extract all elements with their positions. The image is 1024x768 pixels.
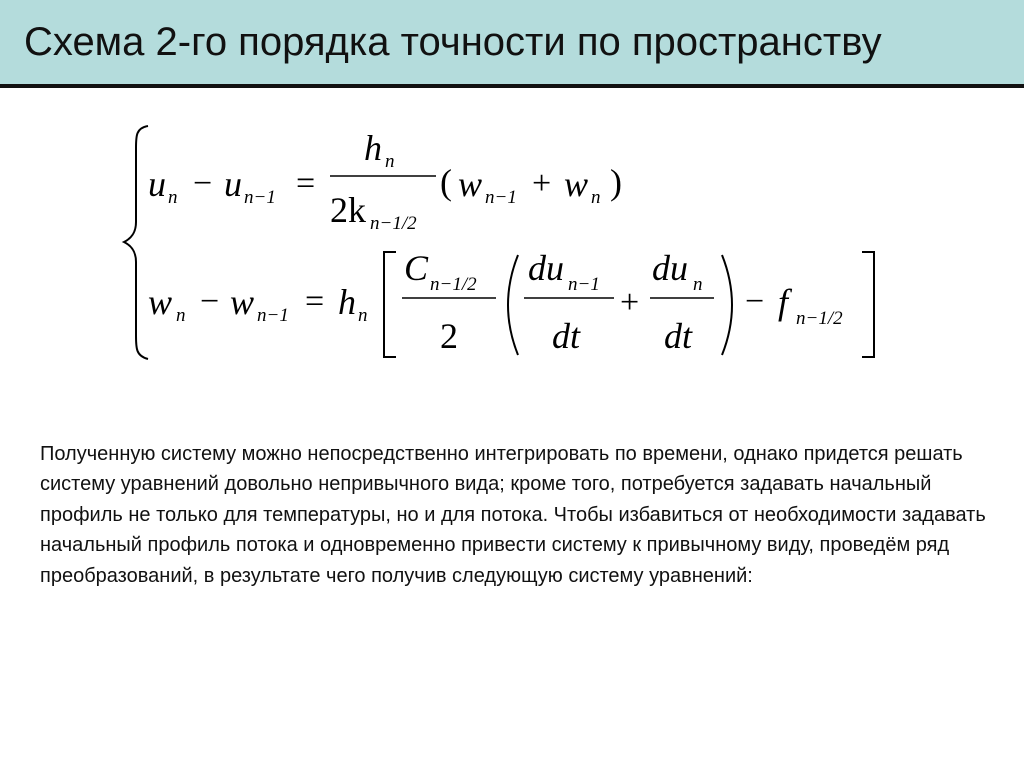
eq2-minus: − bbox=[200, 283, 220, 320]
equation-1 bbox=[148, 128, 622, 234]
eq2-left-paren bbox=[508, 255, 518, 355]
eq1-w-sub-n: n bbox=[591, 187, 601, 208]
curly-brace bbox=[124, 126, 148, 359]
eq2-two: 2 bbox=[440, 316, 458, 356]
eq2-w-1: w bbox=[148, 282, 173, 322]
eq1-w-sub-n-minus-1: n−1 bbox=[485, 187, 517, 208]
eq2-plus: + bbox=[620, 284, 640, 321]
eq1-minus: − bbox=[193, 165, 213, 202]
eq2-f: f bbox=[778, 282, 789, 322]
eq2-C: C bbox=[404, 248, 429, 288]
eq2-right-bracket bbox=[862, 252, 874, 357]
eq2-h: h bbox=[338, 282, 356, 322]
eq1-w-2: w bbox=[564, 164, 589, 204]
eq2-dt-2: dt bbox=[664, 316, 693, 356]
eq1-plus: + bbox=[532, 165, 552, 202]
eq2-f-sub: n−1/2 bbox=[796, 308, 843, 329]
eq1-w-1: w bbox=[458, 164, 483, 204]
eq2-du-2: du bbox=[652, 248, 688, 288]
eq2-right-paren bbox=[722, 255, 732, 355]
equation-2 bbox=[148, 248, 874, 357]
body-paragraph: Полученную систему можно непосредственно интегрировать по времени, однако придется решать систему уравнений довольно непривычного вида; кроме того, потребуется задавать начальный профиль не только для температуры, но и для потока. Чтобы избавиться от необходимости задавать начальный профиль потока и одновременно привести систему к привычному виду, проведём ряд преобразований, в результате чего получив следующую систему уравнений: bbox=[40, 443, 986, 587]
eq1-h-num: h bbox=[364, 128, 382, 168]
eq1-sub-n-minus-1: n−1 bbox=[244, 187, 276, 208]
eq2-du-sub-n: n bbox=[693, 274, 703, 295]
slide-title: Схема 2-го порядка точности по пространству bbox=[24, 20, 882, 64]
eq2-du-1: du bbox=[528, 248, 564, 288]
eq2-dt-1: dt bbox=[552, 316, 581, 356]
eq1-sub-n-1: n bbox=[168, 187, 178, 208]
eq2-du-sub-n-minus-1: n−1 bbox=[568, 274, 600, 295]
eq2-minus-f: − bbox=[745, 283, 765, 320]
eq1-2k-den: 2k bbox=[330, 190, 366, 230]
eq1-u-1: u bbox=[148, 164, 166, 204]
eq2-w-sub-n-minus-1: n−1 bbox=[257, 305, 289, 326]
eq2-left-bracket bbox=[384, 252, 396, 357]
eq1-h-sub-n: n bbox=[385, 151, 395, 172]
eq1-lparen: ( bbox=[440, 162, 452, 202]
eq1-u-2: u bbox=[224, 164, 242, 204]
eq2-h-sub-n: n bbox=[358, 305, 368, 326]
eq1-equals: = bbox=[296, 165, 316, 202]
eq2-C-sub: n−1/2 bbox=[430, 274, 477, 295]
eq2-w-sub-n: n bbox=[176, 305, 186, 326]
eq2-equals: = bbox=[305, 283, 325, 320]
eq1-rparen: ) bbox=[610, 162, 622, 202]
eq2-w-2: w bbox=[230, 282, 255, 322]
eq1-k-sub: n−1/2 bbox=[370, 213, 417, 234]
